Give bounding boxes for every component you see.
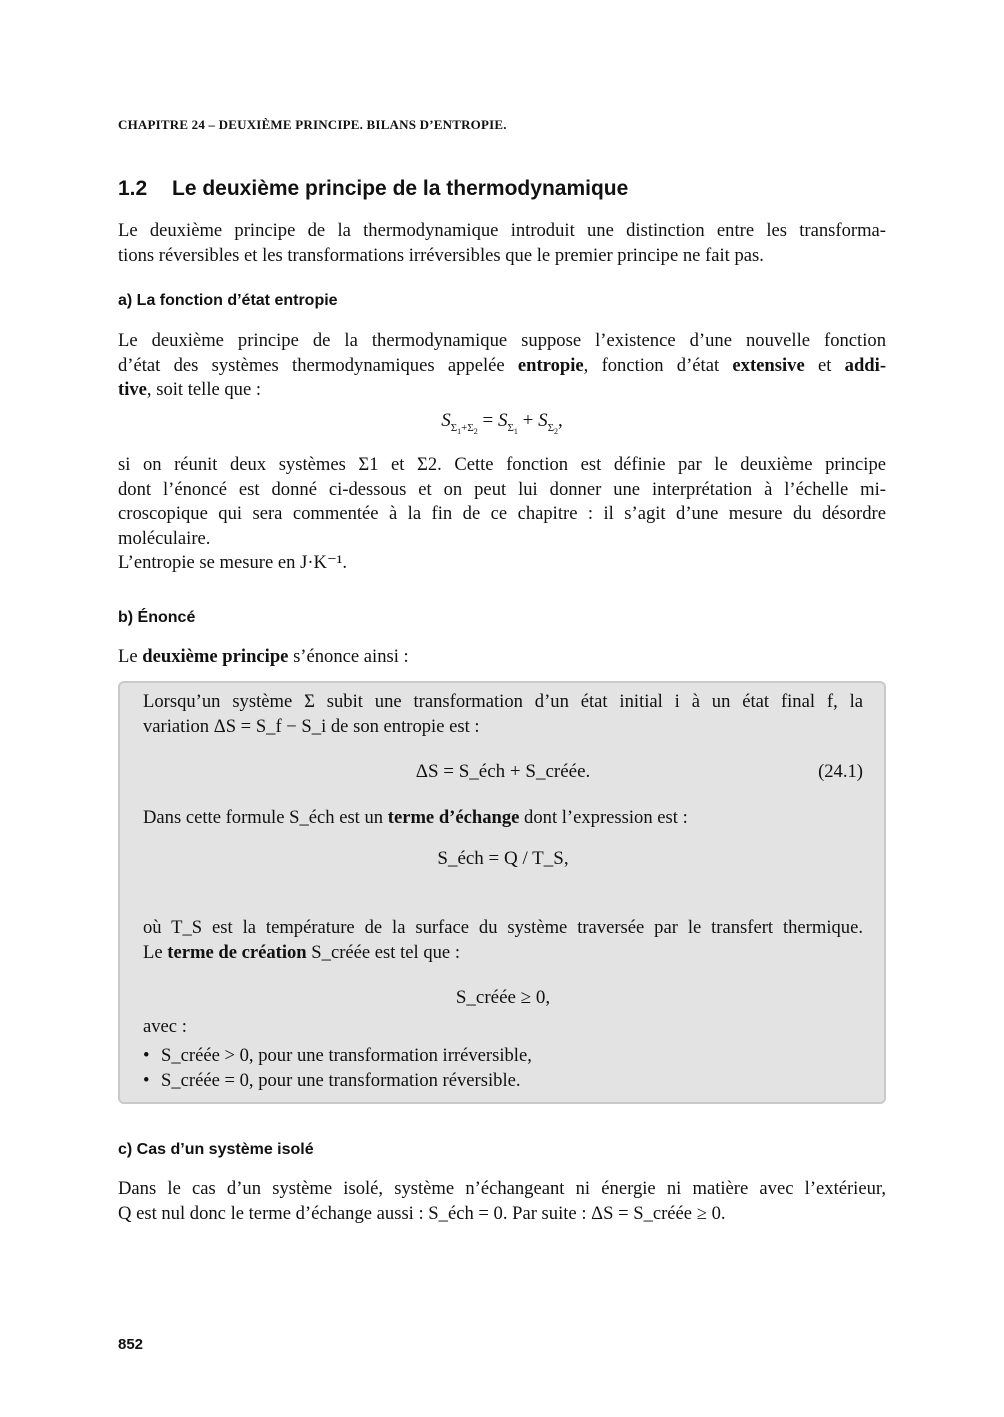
list-item: • S_créée = 0, pour une transformation réversible. (143, 1070, 521, 1091)
principle-box (118, 681, 886, 1104)
subsection-a-paragraph-2 (118, 453, 886, 576)
equation-creation: S_créée ≥ 0, (455, 987, 551, 1008)
a-p1-line-1: Le deuxième principe de la thermodynamique suppose l’existence d’une nouvelle fonction (118, 330, 886, 351)
subsection-c-paragraph (118, 1177, 886, 1226)
equation-24-1 (143, 761, 863, 783)
a-p2-line-1: si on réunit deux systèmes Σ1 et Σ2. Cette fonction est définie par le deuxième principe (118, 454, 886, 475)
a-p2-line-2: dont l’énoncé est donné ci-dessous et on peut lui donner une interprétation à l’échelle mi- (118, 478, 886, 500)
box-statement (143, 690, 863, 739)
subsection-a-paragraph-1 (118, 329, 886, 403)
section-title-text: Le deuxième principe de la thermodynamique (172, 177, 629, 200)
intro-line-2: tions réversibles et les transformations irréversibles que le premier principe ne fait pas. (118, 244, 764, 266)
subsection-b-intro: Le deuxième principe s’énonce ainsi : (118, 646, 409, 667)
equation-additivity: $S_{\Sigma_1+\Sigma_2} = S_{\Sigma_1} + S_{\Sigma_2}$, (441, 410, 563, 436)
section-intro (118, 219, 886, 268)
section-title (118, 177, 886, 201)
intro-line-1: Le deuxième principe de la thermodynamique introduit une distinction entre les transforma- (118, 220, 886, 241)
a-p3: L’entropie se mesure en J·K⁻¹. (118, 552, 347, 573)
a-p2-line-4: moléculaire. (118, 527, 211, 549)
section-number: 1.2 (118, 177, 148, 200)
subsection-c-title: c) Cas d’un système isolé (118, 1141, 314, 1158)
a-p1-line-2: d’état des systèmes thermodynamiques appelée entropie, fonction d’état extensive et addi- (118, 354, 887, 376)
equation-number: (24.1) (818, 761, 863, 782)
equation-24-1-text: ΔS = S_éch + S_créée. (415, 761, 591, 782)
c-line-1: Dans le cas d’un système isolé, système n’échangeant ni énergie ni matière avec l’extérieur, (118, 1178, 886, 1199)
equation-exchange: S_éch = Q / T_S, (437, 848, 569, 869)
box-line-2: variation ΔS = S_f − S_i de son entropie est : (143, 715, 480, 737)
a-p1-line-3: tive, soit telle que : (118, 379, 262, 400)
box-avec: avec : (143, 1016, 187, 1037)
subsection-b-title: b) Énoncé (118, 609, 196, 626)
running-head: CHAPITRE 24 – DEUXIÈME PRINCIPE. BILANS D’ENTROPIE. (118, 117, 507, 132)
box-exchange-intro: Dans cette formule S_éch est un terme d’échange dont l’expression est : (143, 807, 688, 828)
list-item: • S_créée > 0, pour une transformation irréversible, (143, 1045, 532, 1066)
c-line-2: Q est nul donc le terme d’échange aussi : S_éch = 0. Par suite : ΔS = S_créée ≥ 0. (118, 1202, 726, 1224)
a-p2-line-3: croscopique qui sera commentée à la fin de ce chapitre : il s’agit d’une mesure du désordre (118, 503, 886, 524)
subsection-a-title: a) La fonction d’état entropie (118, 292, 338, 309)
box-line-1: Lorsqu’un système Σ subit une transformation d’un état initial i à un état final f, la (143, 691, 863, 712)
box-line-4: où T_S est la température de la surface du système traversée par le transfert thermique. (143, 917, 863, 938)
box-bullet-list (143, 1043, 532, 1093)
box-line-5: Le terme de création S_créée est tel que : (143, 941, 460, 963)
page-number: 852 (118, 1336, 144, 1353)
box-surface-text (143, 916, 863, 965)
